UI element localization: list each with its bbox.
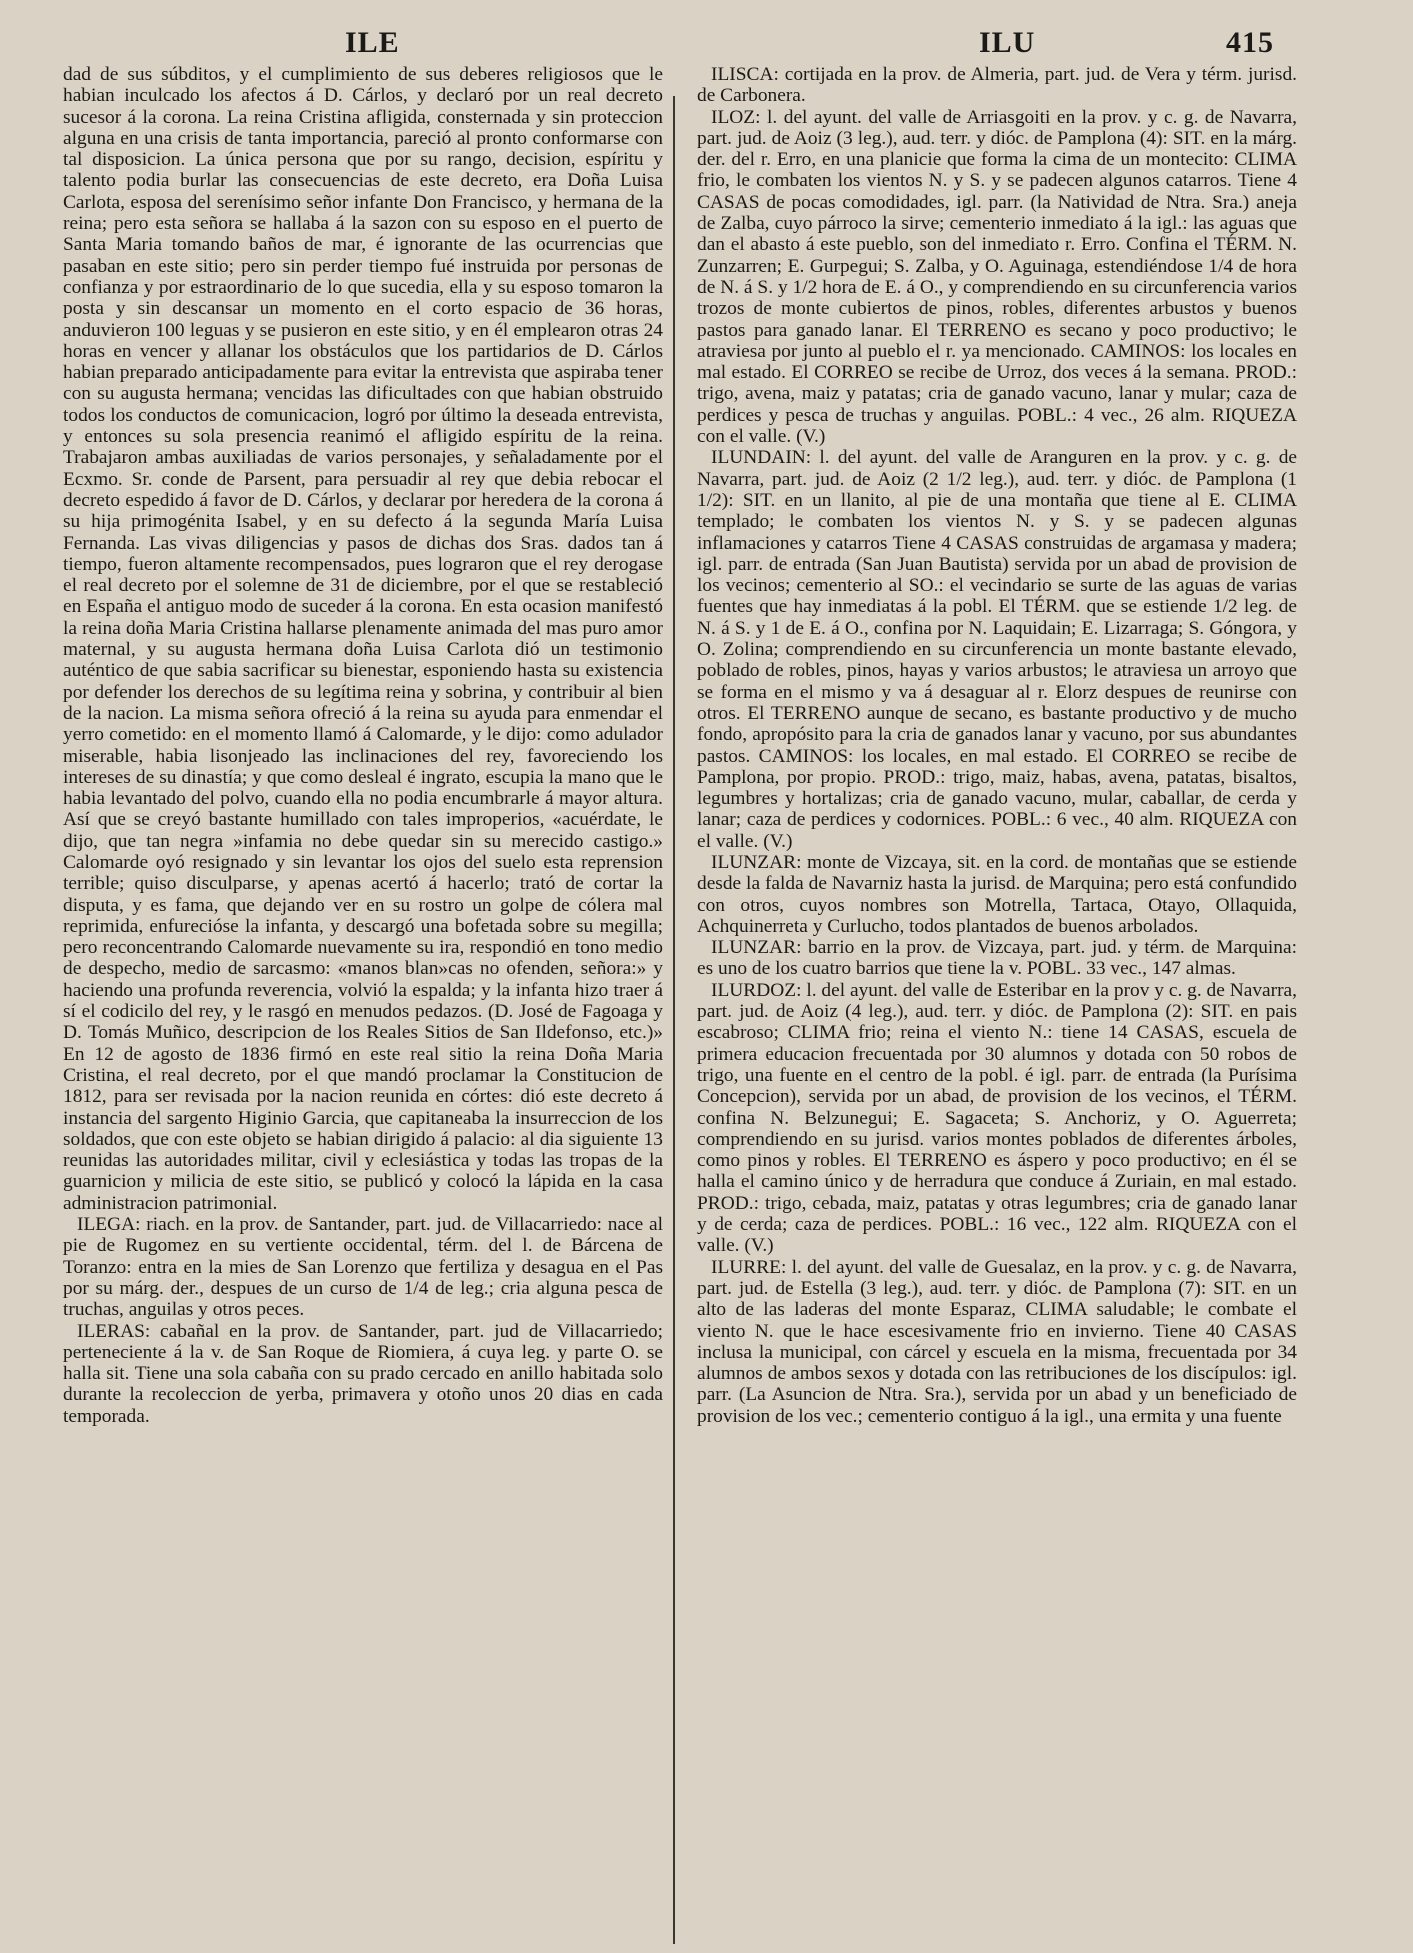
entry-iloz: ILOZ: l. del ayunt. del valle de Arriasgoiti en la prov. y c. g. de Navarra, part. jud. de Aoiz (3 leg.), aud. terr. y dióc. de Pamplona (4): SIT. en la márg. der. del r. Erro, en una planicie que forma la cima de un montecito: CLIMA frio, le combaten los vientos N. y S. y se padecen algunos catarros. Tiene 4 CASAS de pocas comodidades, igl. parr. (la Natividad de Ntra. Sra.) aneja de Zalba, cuyo párroco la sirve; cementerio inmediato á la igl.: las aguas que dan el abasto á este pueblo, son del inmediato r. Erro. Confina el TÉRM. N. Zunzarren; E. Gurpegui; S. Zalba, y O. Aguinaga, estendiéndose 1/4 de hora de N. á S. y 1/2 hora de E. á O., y comprendiendo en su circunferencia varios trozos de monte cubiertos de pinos, robles, diferentes arbustos y buenos pastos para ganado lanar. El TERRENO es secano y poco productivo; le atraviesa por junto al pueblo el r. ya mencionado. CAMINOS: los locales en mal estado. El CORREO se recibe de Urroz, dos veces á la semana. PROD.: trigo, avena, maiz y patatas; cria de ganado vacuno, lanar y mular; caza de perdices y pesca de truchas y anguilas. POBL.: 4 vec., 26 alm. RIQUEZA con el valle. (V.)	[697, 106, 1297, 448]
entry-ilurdoz: ILURDOZ: l. del ayunt. del valle de Esteribar en la prov y c. g. de Navarra, part. jud. de Aoiz (4 leg.), aud. terr. y dióc. de Pamplona (2): SIT. en pais escabroso; CLIMA frio; reina el viento N.: tiene 14 CASAS, escuela de primera educacion frecuentada por 30 alumnos y dotada con 50 robos de trigo, una fuente en el centro de la pobl. é igl. parr. de entrada (la Purísima Concepcion), servida por un abad, de provision de los vecinos, el TÉRM. confina N. Belzunegui; E. Sagaceta; S. Anchoriz, y O. Aguerreta; comprendiendo en su jurisd. varios montes poblados de diferentes árboles, como pinos y robles. El TERRENO es áspero y poco productivo; en él se halla el camino único y de herradura que conduce á Zuriain, en mal estado. PROD.: trigo, cebada, maiz, patatas y otras legumbres; cria de ganado lanar y de cerda; caza de perdices. POBL.: 16 vec., 122 alm. RIQUEZA con el valle. (V.)	[697, 979, 1297, 1257]
entry-ilundain: ILUNDAIN: l. del ayunt. del valle de Aranguren en la prov. y c. g. de Navarra, part. jud. de Aoiz (2 1/2 leg.), aud. terr. y dióc. de Pamplona (1 1/2): SIT. en un llanito, al pie de una montaña que tiene al E. CLIMA templado; le combaten los vientos N. y S. y se padecen algunas inflamaciones y catarros Tiene 4 CASAS construidas de argamasa y madera; igl. parr. de entrada (San Juan Bautista) servida por un abad de provision de los vecinos; cementerio al SO.: el vecindario se surte de las aguas de varias fuentes que hay inmediatas á la pobl. El TÉRM. que se estiende 1/2 leg. de N. á S. y 1 de E. á O., confina por N. Laquidain; E. Lizarraga; S. Góngora, y O. Zolina; comprendiendo en su circunferencia un monte bastante elevado, poblado de robles, pinos, hayas y varios arbustos; le atraviesa un arroyo que se forma en el mismo y va á desaguar al r. Elorz despues de reunirse con otros. El TERRENO aunque de secano, es bastante productivo y de mucho fondo, apropósito para la cria de ganados lanar y vacuno, por sus abundantes pastos. CAMINOS: los locales, en mal estado. El CORREO se recibe de Pamplona, por propio. PROD.: trigo, maiz, habas, avena, patatas, bisaltos, legumbres y hortalizas; cria de ganado vacuno, mular, caballar, de cerda y lanar; caza de perdices y codornices. POBL.: 6 vec., 40 alm. RIQUEZA con el valle. (V.)	[697, 447, 1297, 852]
running-head-center: ILU	[979, 26, 1036, 59]
entry-ilunzar-monte: ILUNZAR: monte de Vizcaya, sit. en la cord. de montañas que se estiende desde la falda de Navarniz hasta la jurisd. de Marquina; pero está confundido con otros, cuyos nombres son Motrella, Tartaca, Otayo, Ollaquida, Achquinerreta y Curlucho, todos plantados de buenos arbolados.	[697, 851, 1297, 937]
paragraph: dad de sus súbditos, y el cumplimiento de sus deberes religiosos que le habian inculcado los afectos á D. Cárlos, y declaró por un real decreto sucesor á la corona. La reina Cristina afligida, consternada y sin proteccion alguna en una crisis de tanta importancia, pareció al pronto conformarse con tal disposicion. La única persona que por su rango, decision, espíritu y talento podia burlar las consecuencias de este decreto, era Doña Luisa Carlota, esposa del serenísimo señor infante Don Francisco, y hermana de la reina; pero esta señora se hallaba á la sazon con su esposo en el puerto de Santa Maria tomando baños de mar, é ignorante de las ocurrencias que pasaban en este sitio; pero sin perder tiempo fué instruida por personas de confianza y por estraordinario de lo que sucedia, ella y su esposo tomaron la posta y sin descansar un momento en el corto espacio de 36 horas, anduvieron 100 leguas y se pusieron en este sitio, y en él emplearon otras 24 horas en vencer y allanar los obstáculos que los partidarios de D. Cárlos habian preparado anticipadamente para evitar la entrevista que aspiraba tener con su augusta hermana; vencidas las dificultades con que habian obstruido todos los conductos de comunicacion, logró por último la deseada entrevista, y entonces su sola presencia reanimó el afligido espíritu de la reina. Trabajaron ambas auxiliadas de varios personajes, y señaladamente por el Ecxmo. Sr. conde de Parsent, para persuadir al rey que debia rebocar el decreto espedido á favor de D. Cárlos, y declarar por heredera de la corona á su hija primogénita Isabel, y en su defecto á la segunda María Luisa Fernanda. Las vivas diligencias y pasos de dichas dos Sras. dados tan á tiempo, fueron altamente recompensados, pues lograron que el rey derogase el real decreto por el solemne de 31 de diciembre, por el que se restableció en España el antiguo modo de suceder á la corona. En esta ocasion manifestó la reina doña Maria Cristina hallarse plenamente animada del mas puro amor maternal, y su augusta hermana doña Luisa Carlota dió un testimonio auténtico de que sabia sacrificar su bienestar, esponiendo hasta su existencia por defender los derechos de su legítima reina y sobrina, y contribuir al bien de la nacion. La misma señora ofreció á la reina su ayuda para enmendar el yerro cometido: en el momento llamó á Calomarde, y le dijo: como adulador miserable, habia lisonjeado las inclinaciones del rey, favoreciendo los intereses de su dinastía; y que como desleal é ingrato, escupia la mano que le habia levantado del polvo, cuando ella no podia encumbrarle á mayor altura. Así que se creyó bastante humillado con tales improperios, «acuérdate, le dijo, que tan negra »infamia no debe quedar sin su merecido castigo.» Calomarde oyó resignado y sin levantar los ojos del suelo esta reprension terrible; quiso disculparse, y apenas acertó á hacerlo; trató de cortar la disputa, y es fama, que dejando ver en su rostro un golpe de cólera mal reprimida, enfurecióse la infanta, y descargó una bofetada sobre su megilla; pero reconcentrando Calomarde nuevamente su ira, respondió en tono medio de despecho, medio de sarcasmo: «manos blan»cas no ofenden, señora:» y haciendo una profunda reverencia, volvió la espalda; y la infanta hizo traer á sí el codicilo del rey, y le rasgó en menudos pedazos. (D. José de Fagoaga y D. Tomás Muñico, descripcion de los Reales Sitios de San Ildefonso, etc.)» En 12 de agosto de 1836 firmó en este real sitio la reina Doña Maria Cristina, el real decreto, por el que mandó proclamar la Constitucion de 1812, para ser revisada por la nacion reunida en córtes: dió este decreto á instancia del sargento Higinio Garcia, que capitaneaba la insurreccion de los soldados, que con este objeto se habian dirigido á palacio: al dia siguiente 13 reunidas las autoridades militar, civil y eclesiástica y todas las tropas de la guarnicion y milicia de este sitio, se publicó y colocó la lápida en la casa administracion patrimonial.	[63, 64, 663, 1214]
running-head-left: ILE	[345, 26, 400, 59]
entry-ileras: ILERAS: cabañal en la prov. de Santander, part. jud de Villacarriedo; perteneciente á la v. de San Roque de Riomiera, á cuya leg. y parte O. se halla sit. Tiene una sola cabaña con su prado cercado en anillo habitada solo durante la recoleccion de yerba, primavera y otoño unos 20 dias en cada temporada.	[63, 1320, 663, 1427]
entry-ilisca: ILISCA: cortijada en la prov. de Almeria, part. jud. de Vera y térm. jurisd. de Carbonera.	[697, 64, 1297, 107]
entry-ilunzar-barrio: ILUNZAR: barrio en la prov. de Vizcaya, part. jud. y térm. de Marquina: es uno de los cuatro barrios que tiene la v. POBL. 33 vec., 147 almas.	[697, 937, 1297, 980]
column-divider	[673, 96, 675, 1944]
page-number: 415	[1226, 26, 1274, 59]
entry-ilurre: ILURRE: l. del ayunt. del valle de Guesalaz, en la prov. y c. g. de Navarra, part. jud. de Estella (3 leg.), aud. terr. y dióc. de Pamplona (7): SIT. en un alto de las laderas del monte Esparaz, CLIMA saludable; le combate el viento N. que le hace escesivamente frio en invierno. Tiene 40 CASAS inclusa la municipal, con cárcel y escuela en la misma, frecuentada por 34 alumnos de ambos sexos y dotada con las retribuciones de los discípulos: igl. parr. (La Asuncion de Ntra. Sra.), servida por un abad y un beneficiado de provision de los vec.; cementerio contiguo á la igl., una ermita y una fuente	[697, 1256, 1297, 1427]
right-column	[697, 64, 1297, 1944]
entry-ilega: ILEGA: riach. en la prov. de Santander, part. jud. de Villacarriedo: nace al pie de Rugomez en su vertiente occidental, térm. del l. de Bárcena de Toranzo: entra en la mies de San Lorenzo que fertiliza y desagua en el Pas por su márg. der., despues de un curso de 1/4 de leg.; cria alguna pesca de truchas, anguilas y otros peces.	[63, 1214, 663, 1321]
left-column	[63, 64, 663, 1944]
